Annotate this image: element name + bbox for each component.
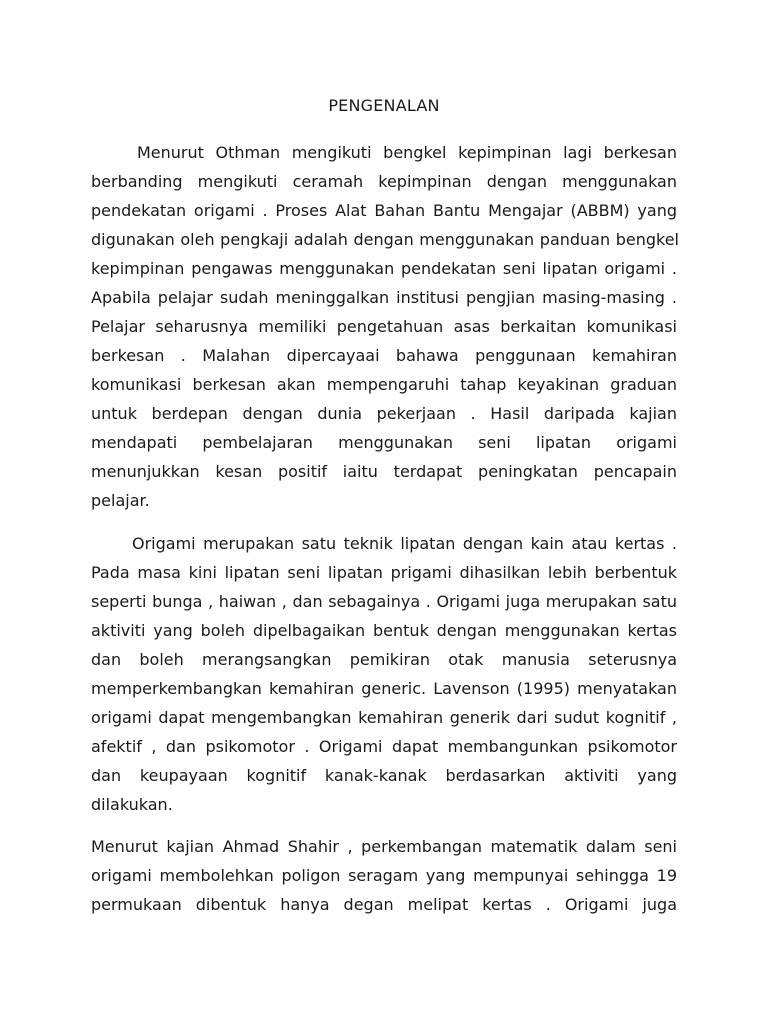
text-line: untuk berdepan dengan dunia pekerjaan . Hasil daripada kajian: [91, 404, 677, 423]
text-line: aktiviti yang boleh dipelbagaikan bentuk dengan menggunakan kertas: [91, 621, 677, 640]
page-title: PENGENALAN: [328, 96, 440, 115]
text-line: kepimpinan pengawas menggunakan pendekatan seni lipatan origami .: [91, 259, 677, 278]
text-line: mendapati pembelajaran menggunakan seni lipatan origami: [91, 433, 677, 452]
text-line: origami membolehkan poligon seragam yang mempunyai sehingga 19: [91, 866, 677, 885]
text-line: seperti bunga , haiwan , dan sebagainya . Origami juga merupakan satu: [91, 592, 677, 611]
text-line: berkesan . Malahan dipercayaai bahawa penggunaan kemahiran: [91, 346, 677, 365]
text-line: dilakukan.: [91, 795, 173, 814]
text-line: afektif , dan psikomotor . Origami dapat membangunkan psikomotor: [91, 737, 677, 756]
text-line: pendekatan origami . Proses Alat Bahan Bantu Mengajar (ABBM) yang: [91, 201, 677, 220]
paragraph-2: [91, 529, 677, 819]
text-line: Apabila pelajar sudah meninggalkan institusi pengjian masing-masing .: [91, 288, 677, 307]
text-line: berbanding mengikuti ceramah kepimpinan dengan menggunakan: [91, 172, 677, 191]
text-line: dan boleh merangsangkan pemikiran otak manusia seterusnya: [91, 650, 677, 669]
text-line: Menurut kajian Ahmad Shahir , perkembangan matematik dalam seni: [91, 837, 677, 856]
text-line: digunakan oleh pengkaji adalah dengan menggunakan panduan bengkel: [91, 230, 679, 249]
text-line: permukaan dibentuk hanya degan melipat kertas . Origami juga: [91, 895, 677, 914]
text-line: pelajar.: [91, 491, 150, 510]
text-line: memperkembangkan kemahiran generic. Lavenson (1995) menyatakan: [91, 679, 677, 698]
text-line: Origami merupakan satu teknik lipatan dengan kain atau kertas .: [132, 534, 677, 553]
paragraph-3: [91, 832, 677, 919]
text-line: origami dapat mengembangkan kemahiran generik dari sudut kognitif ,: [91, 708, 677, 727]
text-line: komunikasi berkesan akan mempengaruhi tahap keyakinan graduan: [91, 375, 677, 394]
text-line: Menurut Othman mengikuti bengkel kepimpinan lagi berkesan: [137, 143, 677, 162]
paragraph-1: [91, 138, 677, 515]
text-line: Pada masa kini lipatan seni lipatan prigami dihasilkan lebih berbentuk: [91, 563, 677, 582]
text-line: menunjukkan kesan positif iaitu terdapat peningkatan pencapain: [91, 462, 677, 481]
text-line: dan keupayaan kognitif kanak-kanak berdasarkan aktiviti yang: [91, 766, 677, 785]
text-line: Pelajar seharusnya memiliki pengetahuan asas berkaitan komunikasi: [91, 317, 677, 336]
